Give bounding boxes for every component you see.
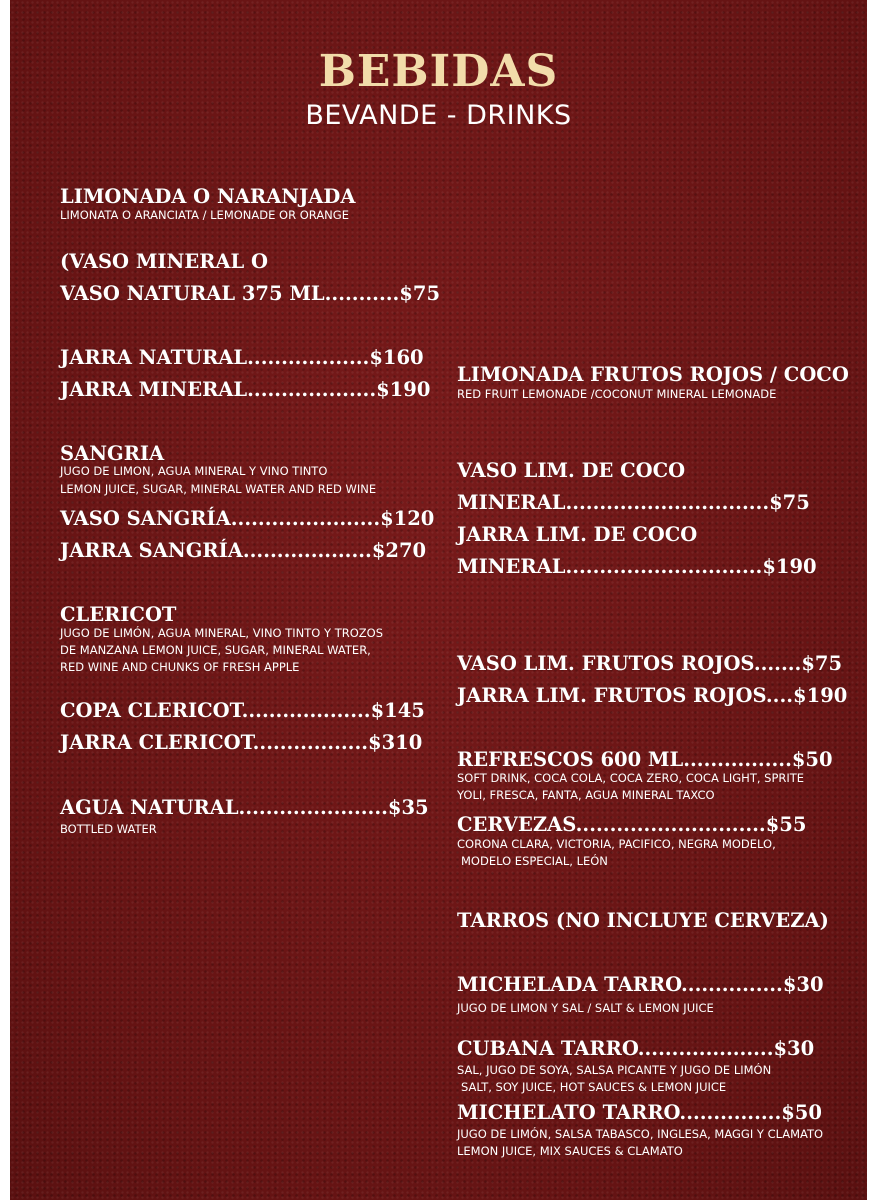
- menu-subtitle: BEVANDE - DRINKS: [305, 100, 572, 131]
- jarra-coco-line-1: JARRA LIM. DE COCO: [457, 523, 698, 546]
- vaso-sangria-item: VASO SANGRÍA......................$120: [60, 507, 435, 530]
- agua-natural-item: AGUA NATURAL......................$35: [60, 796, 429, 819]
- agua-natural-subtitle: BOTTLED WATER: [60, 822, 157, 836]
- vaso-coco-item: MINERAL..............................$75: [457, 491, 810, 514]
- tarros-heading: TARROS (NO INCLUYE CERVEZA): [457, 909, 829, 932]
- vaso-coco-line-1: VASO LIM. DE COCO: [457, 459, 686, 482]
- jarra-coco-item: MINERAL.............................$190: [457, 555, 817, 578]
- refrescos-description-2: YOLI, FRESCA, FANTA, AGUA MINERAL TAXCO: [457, 788, 715, 802]
- cubana-description-1: SAL, JUGO DE SOYA, SALSA PICANTE Y JUGO DE LIMÓN: [457, 1063, 772, 1077]
- michelato-description-2: LEMON JUICE, MIX SAUCES & CLAMATO: [457, 1144, 683, 1158]
- limonada-subtitle: LIMONATA O ARANCIATA / LEMONADE OR ORANGE: [60, 208, 349, 222]
- clericot-description-3: RED WINE AND CHUNKS OF FRESH APPLE: [60, 660, 300, 674]
- copa-clericot-item: COPA CLERICOT...................$145: [60, 699, 425, 722]
- frutos-coco-subtitle: RED FRUIT LEMONADE /COCONUT MINERAL LEMONADE: [457, 387, 777, 401]
- clericot-description-1: JUGO DE LIMÓN, AGUA MINERAL, VINO TINTO Y TROZOS: [60, 626, 383, 640]
- drinks-menu-page: [10, 0, 867, 1200]
- cubana-tarro-item: CUBANA TARRO....................$30: [457, 1037, 815, 1060]
- clericot-description-2: DE MANZANA LEMON JUICE, SUGAR, MINERAL WATER,: [60, 643, 371, 657]
- michelato-tarro-item: MICHELATO TARRO...............$50: [457, 1101, 822, 1124]
- cubana-description-2: SALT, SOY JUICE, HOT SAUCES & LEMON JUICE: [461, 1080, 727, 1094]
- sangria-description-1: JUGO DE LIMON, AGUA MINERAL Y VINO TINTO: [60, 464, 328, 478]
- cervezas-description-1: CORONA CLARA, VICTORIA, PACIFICO, NEGRA MODELO,: [457, 837, 776, 851]
- jarra-sangria-item: JARRA SANGRÍA...................$270: [60, 539, 427, 562]
- michelada-tarro-item: MICHELADA TARRO...............$30: [457, 973, 824, 996]
- menu-title: BEBIDAS: [318, 46, 559, 97]
- cervezas-description-2: MODELO ESPECIAL, LEÓN: [461, 854, 608, 868]
- vaso-mineral-line: (VASO MINERAL O: [60, 250, 269, 273]
- limonada-heading: LIMONADA O NARANJADA: [60, 185, 356, 208]
- vaso-frutos-item: VASO LIM. FRUTOS ROJOS.......$75: [457, 652, 843, 675]
- jarra-frutos-item: JARRA LIM. FRUTOS ROJOS....$190: [457, 684, 848, 707]
- jarra-clericot-item: JARRA CLERICOT.................$310: [60, 731, 423, 754]
- cervezas-item: CERVEZAS............................$55: [457, 813, 807, 836]
- sangria-description-2: LEMON JUICE, SUGAR, MINERAL WATER AND RED WINE: [60, 482, 377, 496]
- sangria-heading: SANGRIA: [60, 442, 165, 465]
- michelato-description-1: JUGO DE LIMÓN, SALSA TABASCO, INGLESA, MAGGI Y CLAMATO: [457, 1127, 824, 1141]
- jarra-natural-item: JARRA NATURAL..................$160: [60, 346, 424, 369]
- refrescos-item: REFRESCOS 600 ML................$50: [457, 748, 833, 771]
- michelada-description: JUGO DE LIMON Y SAL / SALT & LEMON JUICE: [457, 1001, 714, 1015]
- jarra-mineral-item: JARRA MINERAL...................$190: [60, 378, 431, 401]
- refrescos-description-1: SOFT DRINK, COCA COLA, COCA ZERO, COCA LIGHT, SPRITE: [457, 771, 805, 785]
- clericot-heading: CLERICOT: [60, 603, 177, 626]
- vaso-natural-item: VASO NATURAL 375 ML...........$75: [60, 282, 441, 305]
- frutos-coco-heading: LIMONADA FRUTOS ROJOS / COCO: [457, 363, 849, 386]
